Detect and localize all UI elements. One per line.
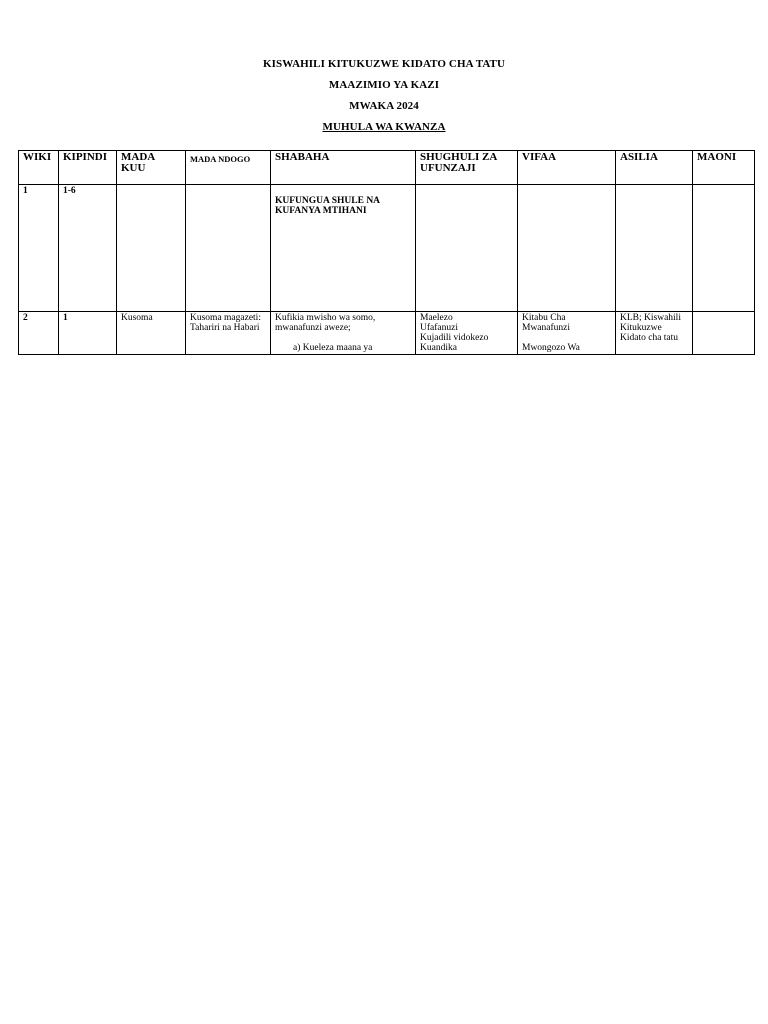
activity-item: Kujadili vidokezo	[420, 333, 489, 343]
cell-mada-kuu	[117, 185, 186, 312]
document-heading	[0, 57, 768, 141]
cell-maoni	[693, 312, 755, 355]
cell-kipindi: 1-6	[59, 185, 117, 312]
resource-item: Mwongozo Wa	[522, 343, 580, 353]
cell-mada-kuu: Kusoma	[117, 312, 186, 355]
cell-shabaha	[271, 185, 416, 312]
header-asilia: ASILIA	[616, 151, 693, 185]
cell-vifaa	[518, 185, 616, 312]
cell-shabaha	[271, 312, 416, 355]
header-kipindi: KIPINDI	[59, 151, 117, 185]
activity-item: Ufafanuzi	[420, 323, 458, 333]
cell-mada-ndogo	[186, 185, 271, 312]
cell-maoni	[693, 185, 755, 312]
header-mada-kuu: MADA KUU	[117, 151, 186, 185]
term-label: MUHULA WA KWANZA	[322, 121, 446, 133]
objective-intro: Kufikia mwisho wa somo, mwanafunzi aweze;	[275, 313, 376, 333]
header-wiki: WIKI	[19, 151, 59, 185]
table-row	[19, 312, 755, 355]
document-title: MAAZIMIO YA KAZI	[328, 79, 440, 91]
scheme-of-work-table	[18, 150, 755, 355]
cell-vifaa	[518, 312, 616, 355]
cell-shughuli	[416, 312, 518, 355]
activity-item: Kuandika	[420, 343, 457, 353]
table-row	[19, 185, 755, 312]
activity-item: Maelezo	[420, 313, 453, 323]
header-vifaa: VIFAA	[518, 151, 616, 185]
header-maoni: MAONI	[693, 151, 755, 185]
subject-title: KISWAHILI KITUKUZWE KIDATO CHA TATU	[262, 58, 506, 70]
opening-exam-note: KUFUNGUA SHULE NA KUFANYA MTIHANI	[275, 196, 380, 216]
cell-mada-ndogo: Kusoma magazeti: Tahariri na Habari	[186, 312, 271, 355]
header-shughuli: SHUGHULI ZA UFUNZAJI	[416, 151, 518, 185]
cell-wiki: 2	[19, 312, 59, 355]
objective-item-a: a) Kueleza maana ya	[293, 343, 373, 353]
cell-wiki: 1	[19, 185, 59, 312]
cell-shughuli	[416, 185, 518, 312]
header-row	[19, 151, 755, 185]
cell-asilia	[616, 185, 693, 312]
header-shabaha: SHABAHA	[271, 151, 416, 185]
cell-asilia: KLB; Kiswahili Kitukuzwe Kidato cha tatu	[616, 312, 693, 355]
year-label: MWAKA 2024	[349, 100, 419, 112]
header-mada-ndogo: MADA NDOGO	[186, 151, 271, 185]
cell-kipindi: 1	[59, 312, 117, 355]
resource-item: Kitabu Cha Mwanafunzi	[522, 313, 571, 333]
